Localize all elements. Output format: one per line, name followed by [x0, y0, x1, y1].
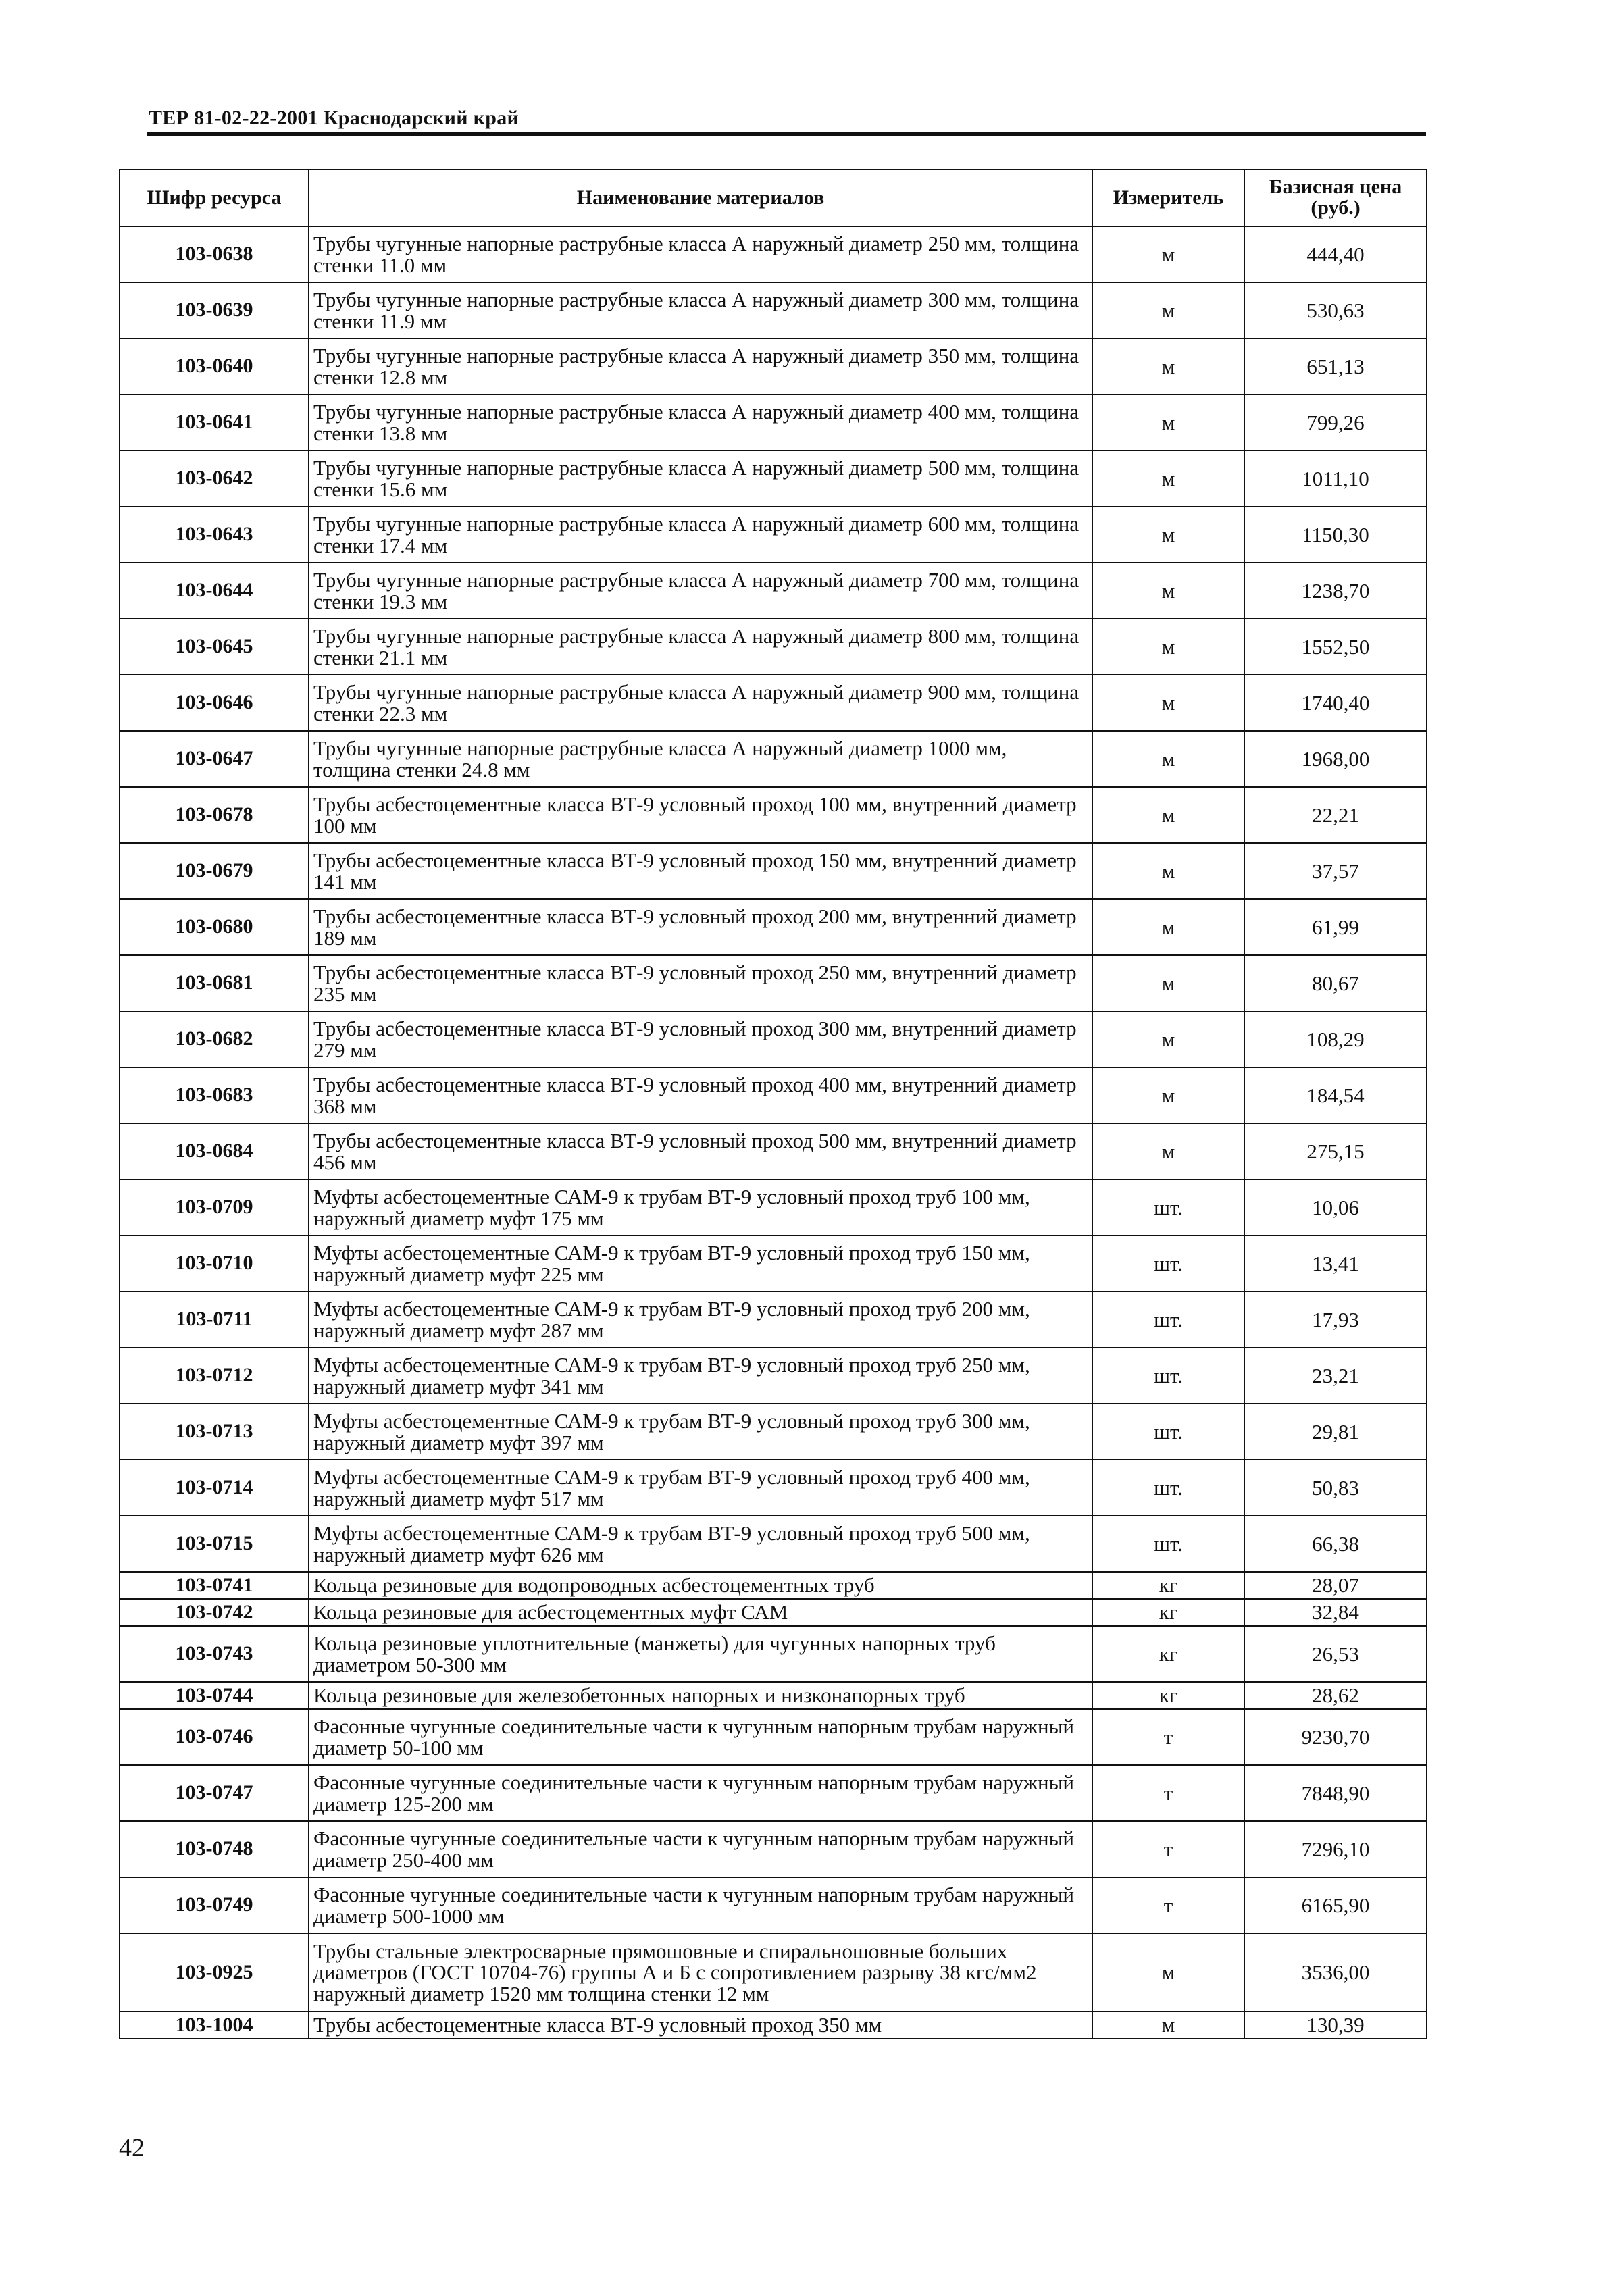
code-cell: 103-0746 [120, 1709, 309, 1765]
price-cell: 275,15 [1244, 1123, 1427, 1179]
price-cell: 22,21 [1244, 787, 1427, 843]
name-cell: Муфты асбестоцементные САМ-9 к трубам ВТ-9 условный проход труб 300 мм, наружный диаметр муфт 397 мм [309, 1404, 1092, 1460]
unit-cell: м [1092, 226, 1244, 282]
unit-cell: шт. [1092, 1235, 1244, 1292]
table-row [120, 1516, 1427, 1572]
table-row [120, 1765, 1427, 1821]
name-cell: Муфты асбестоцементные САМ-9 к трубам ВТ-9 условный проход труб 200 мм, наружный диаметр муфт 287 мм [309, 1292, 1092, 1348]
price-cell: 444,40 [1244, 226, 1427, 282]
table-row [120, 787, 1427, 843]
price-cell: 799,26 [1244, 394, 1427, 451]
code-cell: 103-1004 [120, 2012, 309, 2039]
name-cell: Кольца резиновые для водопроводных асбестоцементных труб [309, 1572, 1092, 1599]
code-cell: 103-0681 [120, 955, 309, 1011]
table-row [120, 1572, 1427, 1599]
table-row [120, 563, 1427, 619]
code-cell: 103-0682 [120, 1011, 309, 1067]
code-cell: 103-0713 [120, 1404, 309, 1460]
table-row [120, 1682, 1427, 1709]
code-cell: 103-0748 [120, 1821, 309, 1877]
unit-cell: м [1092, 899, 1244, 955]
table-row [120, 1599, 1427, 1626]
price-cell: 3536,00 [1244, 1933, 1427, 2012]
price-cell: 1150,30 [1244, 507, 1427, 563]
table-row [120, 1404, 1427, 1460]
unit-cell: м [1092, 451, 1244, 507]
code-cell: 103-0710 [120, 1235, 309, 1292]
unit-cell: м [1092, 2012, 1244, 2039]
unit-cell: шт. [1092, 1292, 1244, 1348]
price-cell: 80,67 [1244, 955, 1427, 1011]
table-row [120, 451, 1427, 507]
price-cell: 530,63 [1244, 282, 1427, 338]
unit-cell: м [1092, 955, 1244, 1011]
unit-cell: кг [1092, 1626, 1244, 1682]
code-cell: 103-0715 [120, 1516, 309, 1572]
name-cell: Трубы асбестоцементные класса ВТ-9 условный проход 500 мм, внутренний диаметр 456 мм [309, 1123, 1092, 1179]
column-header-name: Наименование материалов [309, 170, 1092, 226]
price-cell: 28,62 [1244, 1682, 1427, 1709]
table-row [120, 843, 1427, 899]
code-cell: 103-0647 [120, 731, 309, 787]
unit-cell: кг [1092, 1572, 1244, 1599]
unit-cell: т [1092, 1877, 1244, 1933]
price-cell: 29,81 [1244, 1404, 1427, 1460]
code-cell: 103-0714 [120, 1460, 309, 1516]
code-cell: 103-0925 [120, 1933, 309, 2012]
table-row [120, 1626, 1427, 1682]
name-cell: Кольца резиновые для асбестоцементных муфт САМ [309, 1599, 1092, 1626]
price-cell: 28,07 [1244, 1572, 1427, 1599]
price-cell: 9230,70 [1244, 1709, 1427, 1765]
code-cell: 103-0742 [120, 1599, 309, 1626]
unit-cell: т [1092, 1709, 1244, 1765]
code-cell: 103-0744 [120, 1682, 309, 1709]
price-cell: 7848,90 [1244, 1765, 1427, 1821]
unit-cell: м [1092, 731, 1244, 787]
unit-cell: шт. [1092, 1404, 1244, 1460]
code-cell: 103-0638 [120, 226, 309, 282]
code-cell: 103-0678 [120, 787, 309, 843]
table-row [120, 1123, 1427, 1179]
price-cell: 50,83 [1244, 1460, 1427, 1516]
unit-cell: м [1092, 338, 1244, 394]
name-cell: Трубы асбестоцементные класса ВТ-9 условный проход 100 мм, внутренний диаметр 100 мм [309, 787, 1092, 843]
price-cell: 23,21 [1244, 1348, 1427, 1404]
unit-cell: м [1092, 675, 1244, 731]
price-cell: 17,93 [1244, 1292, 1427, 1348]
page-number: 42 [119, 2134, 145, 2162]
price-cell: 7296,10 [1244, 1821, 1427, 1877]
table-row [120, 619, 1427, 675]
name-cell: Трубы чугунные напорные раструбные класса А наружный диаметр 600 мм, толщина стенки 17.4 мм [309, 507, 1092, 563]
code-cell: 103-0643 [120, 507, 309, 563]
unit-cell: шт. [1092, 1348, 1244, 1404]
code-cell: 103-0743 [120, 1626, 309, 1682]
code-cell: 103-0712 [120, 1348, 309, 1404]
table-header-row [120, 170, 1427, 226]
unit-cell: м [1092, 507, 1244, 563]
unit-cell: кг [1092, 1682, 1244, 1709]
code-cell: 103-0646 [120, 675, 309, 731]
table-row [120, 1179, 1427, 1235]
price-cell: 130,39 [1244, 2012, 1427, 2039]
name-cell: Трубы асбестоцементные класса ВТ-9 условный проход 400 мм, внутренний диаметр 368 мм [309, 1067, 1092, 1123]
price-cell: 66,38 [1244, 1516, 1427, 1572]
name-cell: Кольца резиновые уплотнительные (манжеты) для чугунных напорных труб диаметром 50-300 мм [309, 1626, 1092, 1682]
unit-cell: шт. [1092, 1460, 1244, 1516]
code-cell: 103-0640 [120, 338, 309, 394]
unit-cell: кг [1092, 1599, 1244, 1626]
name-cell: Трубы чугунные напорные раструбные класса А наружный диаметр 900 мм, толщина стенки 22.3 мм [309, 675, 1092, 731]
document-header: ТЕР 81-02-22-2001 Краснодарский край [149, 107, 519, 129]
price-cell: 13,41 [1244, 1235, 1427, 1292]
name-cell: Муфты асбестоцементные САМ-9 к трубам ВТ-9 условный проход труб 100 мм, наружный диаметр муфт 175 мм [309, 1179, 1092, 1235]
price-cell: 651,13 [1244, 338, 1427, 394]
price-cell: 61,99 [1244, 899, 1427, 955]
table-row [120, 1067, 1427, 1123]
name-cell: Трубы асбестоцементные класса ВТ-9 условный проход 300 мм, внутренний диаметр 279 мм [309, 1011, 1092, 1067]
price-cell: 1011,10 [1244, 451, 1427, 507]
code-cell: 103-0639 [120, 282, 309, 338]
table-row [120, 507, 1427, 563]
name-cell: Муфты асбестоцементные САМ-9 к трубам ВТ-9 условный проход труб 150 мм, наружный диаметр муфт 225 мм [309, 1235, 1092, 1292]
table-row [120, 1877, 1427, 1933]
price-cell: 1740,40 [1244, 675, 1427, 731]
name-cell: Трубы чугунные напорные раструбные класса А наружный диаметр 350 мм, толщина стенки 12.8 мм [309, 338, 1092, 394]
column-header-code: Шифр ресурса [120, 170, 309, 226]
unit-cell: м [1092, 787, 1244, 843]
code-cell: 103-0644 [120, 563, 309, 619]
name-cell: Трубы асбестоцементные класса ВТ-9 условный проход 200 мм, внутренний диаметр 189 мм [309, 899, 1092, 955]
name-cell: Трубы стальные электросварные прямошовные и спиральношовные больших диаметров (ГОСТ 10704-76) группы А и Б с сопротивлением разрыву 38 кгс/мм2 наружный диаметр 1520 мм толщина стенки 12 мм [309, 1933, 1092, 2012]
unit-cell: м [1092, 394, 1244, 451]
table-row [120, 1460, 1427, 1516]
name-cell: Муфты асбестоцементные САМ-9 к трубам ВТ-9 условный проход труб 400 мм, наружный диаметр муфт 517 мм [309, 1460, 1092, 1516]
code-cell: 103-0709 [120, 1179, 309, 1235]
name-cell: Муфты асбестоцементные САМ-9 к трубам ВТ-9 условный проход труб 250 мм, наружный диаметр муфт 341 мм [309, 1348, 1092, 1404]
price-cell: 26,53 [1244, 1626, 1427, 1682]
unit-cell: м [1092, 1067, 1244, 1123]
code-cell: 103-0679 [120, 843, 309, 899]
column-header-unit: Измеритель [1092, 170, 1244, 226]
code-cell: 103-0711 [120, 1292, 309, 1348]
unit-cell: м [1092, 282, 1244, 338]
name-cell: Кольца резиновые для железобетонных напорных и низконапорных труб [309, 1682, 1092, 1709]
table-row [120, 282, 1427, 338]
name-cell: Муфты асбестоцементные САМ-9 к трубам ВТ-9 условный проход труб 500 мм, наружный диаметр муфт 626 мм [309, 1516, 1092, 1572]
table-row [120, 1235, 1427, 1292]
name-cell: Фасонные чугунные соединительные части к чугунным напорным трубам наружный диаметр 250-400 мм [309, 1821, 1092, 1877]
name-cell: Трубы чугунные напорные раструбные класса А наружный диаметр 700 мм, толщина стенки 19.3 мм [309, 563, 1092, 619]
name-cell: Трубы чугунные напорные раструбные класса А наружный диаметр 400 мм, толщина стенки 13.8 мм [309, 394, 1092, 451]
table-row [120, 1709, 1427, 1765]
name-cell: Трубы асбестоцементные класса ВТ-9 условный проход 150 мм, внутренний диаметр 141 мм [309, 843, 1092, 899]
unit-cell: т [1092, 1765, 1244, 1821]
price-cell: 32,84 [1244, 1599, 1427, 1626]
code-cell: 103-0645 [120, 619, 309, 675]
name-cell: Трубы асбестоцементные класса ВТ-9 условный проход 350 мм [309, 2012, 1092, 2039]
unit-cell: шт. [1092, 1179, 1244, 1235]
table-row [120, 731, 1427, 787]
header-rule [147, 132, 1426, 136]
name-cell: Трубы чугунные напорные раструбные класса А наружный диаметр 800 мм, толщина стенки 21.1 мм [309, 619, 1092, 675]
code-cell: 103-0641 [120, 394, 309, 451]
materials-table [119, 169, 1427, 2039]
price-cell: 37,57 [1244, 843, 1427, 899]
name-cell: Фасонные чугунные соединительные части к чугунным напорным трубам наружный диаметр 50-100 мм [309, 1709, 1092, 1765]
table-row [120, 338, 1427, 394]
price-cell: 1968,00 [1244, 731, 1427, 787]
price-cell: 1238,70 [1244, 563, 1427, 619]
table-row [120, 1011, 1427, 1067]
table-row [120, 1292, 1427, 1348]
unit-cell: м [1092, 1933, 1244, 2012]
unit-cell: м [1092, 619, 1244, 675]
unit-cell: м [1092, 843, 1244, 899]
price-cell: 1552,50 [1244, 619, 1427, 675]
name-cell: Трубы асбестоцементные класса ВТ-9 условный проход 250 мм, внутренний диаметр 235 мм [309, 955, 1092, 1011]
price-cell: 184,54 [1244, 1067, 1427, 1123]
column-header-price: Базисная цена (руб.) [1244, 170, 1427, 226]
price-cell: 108,29 [1244, 1011, 1427, 1067]
table-row [120, 1821, 1427, 1877]
code-cell: 103-0741 [120, 1572, 309, 1599]
name-cell: Фасонные чугунные соединительные части к чугунным напорным трубам наружный диаметр 500-1000 мм [309, 1877, 1092, 1933]
table-row [120, 899, 1427, 955]
name-cell: Трубы чугунные напорные раструбные класса А наружный диаметр 250 мм, толщина стенки 11.0 мм [309, 226, 1092, 282]
table-row [120, 1348, 1427, 1404]
table-row [120, 675, 1427, 731]
unit-cell: м [1092, 1011, 1244, 1067]
code-cell: 103-0684 [120, 1123, 309, 1179]
unit-cell: м [1092, 563, 1244, 619]
price-cell: 6165,90 [1244, 1877, 1427, 1933]
code-cell: 103-0642 [120, 451, 309, 507]
table-row [120, 1933, 1427, 2012]
unit-cell: м [1092, 1123, 1244, 1179]
code-cell: 103-0747 [120, 1765, 309, 1821]
name-cell: Трубы чугунные напорные раструбные класса А наружный диаметр 1000 мм, толщина стенки 24.8 мм [309, 731, 1092, 787]
table-row [120, 2012, 1427, 2039]
table-row [120, 226, 1427, 282]
name-cell: Трубы чугунные напорные раструбные класса А наружный диаметр 500 мм, толщина стенки 15.6 мм [309, 451, 1092, 507]
code-cell: 103-0749 [120, 1877, 309, 1933]
table-body [120, 226, 1427, 2039]
name-cell: Фасонные чугунные соединительные части к чугунным напорным трубам наружный диаметр 125-200 мм [309, 1765, 1092, 1821]
table-row [120, 955, 1427, 1011]
unit-cell: шт. [1092, 1516, 1244, 1572]
code-cell: 103-0683 [120, 1067, 309, 1123]
code-cell: 103-0680 [120, 899, 309, 955]
price-cell: 10,06 [1244, 1179, 1427, 1235]
unit-cell: т [1092, 1821, 1244, 1877]
name-cell: Трубы чугунные напорные раструбные класса А наружный диаметр 300 мм, толщина стенки 11.9 мм [309, 282, 1092, 338]
table-row [120, 394, 1427, 451]
